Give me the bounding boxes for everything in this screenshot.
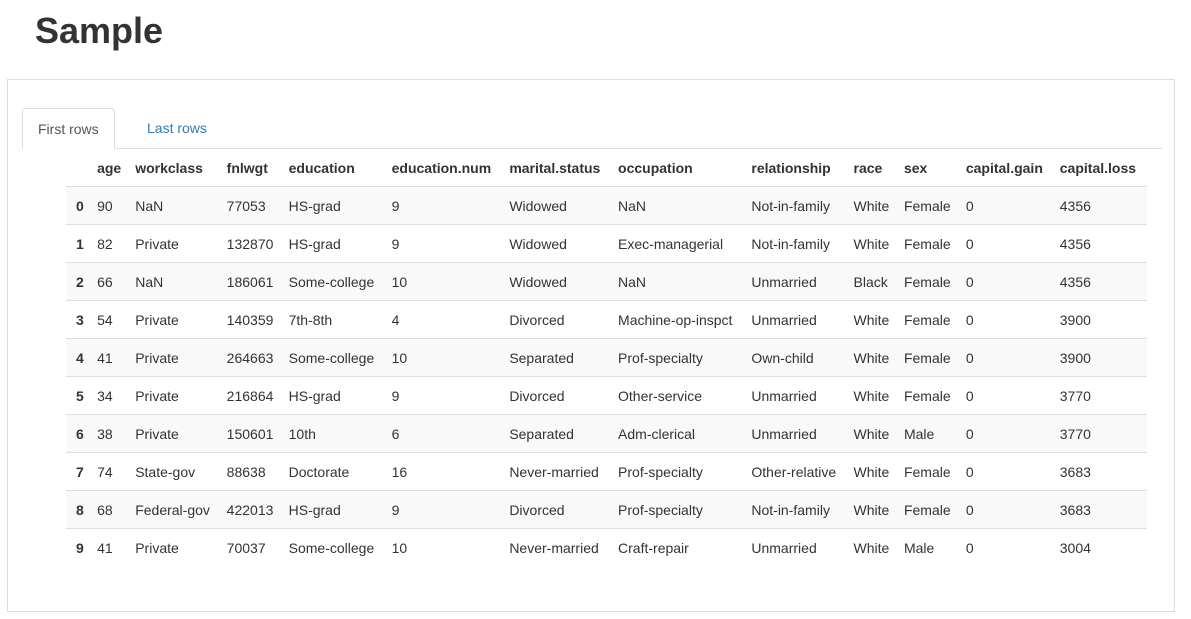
table-cell: 3900	[1054, 301, 1147, 339]
row-index: 5	[66, 377, 91, 415]
table-cell: 9	[386, 225, 504, 263]
row-index: 7	[66, 453, 91, 491]
column-header: sex	[898, 149, 960, 187]
table-cell: Separated	[503, 339, 612, 377]
dataframe-table	[66, 149, 1147, 566]
table-cell: 0	[960, 377, 1054, 415]
table-cell: Female	[898, 339, 960, 377]
column-header: relationship	[745, 149, 847, 187]
table-cell: 264663	[221, 339, 283, 377]
column-header: age	[91, 149, 129, 187]
table-cell: White	[848, 225, 898, 263]
column-header: education.num	[386, 149, 504, 187]
column-header: capital.gain	[960, 149, 1054, 187]
table-cell: Private	[129, 301, 220, 339]
table-cell: 0	[960, 415, 1054, 453]
table-cell: White	[848, 377, 898, 415]
table-cell: 422013	[221, 491, 283, 529]
table-cell: Craft-repair	[618, 539, 689, 556]
table-cell: 77053	[221, 187, 283, 225]
table-cell: 3770	[1054, 415, 1147, 453]
table-cell: Exec-managerial	[612, 225, 745, 263]
table-cell: NaN	[612, 263, 745, 301]
table-cell: Private	[129, 415, 220, 453]
table-cell: Black	[848, 263, 898, 301]
table-cell: Other-service	[612, 377, 745, 415]
table-cell: 7th-8th	[283, 301, 386, 339]
tab-first-rows[interactable]: First rows	[22, 108, 115, 149]
column-header: race	[848, 149, 898, 187]
table-cell: 4	[386, 301, 504, 339]
table-cell: White	[848, 415, 898, 453]
table-cell: Private	[129, 225, 220, 263]
table-cell: Female	[898, 377, 960, 415]
table-row	[66, 377, 1147, 415]
table-cell: Not-in-family	[745, 187, 847, 225]
table-cell: 10	[386, 339, 504, 377]
table-cell: HS-grad	[283, 225, 386, 263]
row-index: 4	[66, 339, 91, 377]
table-cell: 0	[960, 301, 1054, 339]
table-cell: White	[848, 301, 898, 339]
table-cell: Female	[898, 225, 960, 263]
table-cell: Never-married	[509, 539, 599, 556]
table-cell: 0	[960, 187, 1054, 225]
row-index: 2	[66, 263, 91, 301]
table-cell: Female	[898, 301, 960, 339]
index-header	[66, 149, 91, 187]
table-cell: 41	[91, 339, 129, 377]
table-cell: NaN	[612, 187, 745, 225]
table-cell: Machine-op-inspct	[612, 301, 745, 339]
row-index: 6	[66, 415, 91, 453]
table-cell: 0	[960, 263, 1054, 301]
table-cell: Female	[898, 187, 960, 225]
table-cell: Unmarried	[751, 539, 817, 556]
table-cell: 41	[97, 539, 113, 556]
table-cell: 70037	[226, 539, 266, 556]
table-cell: 3900	[1054, 339, 1147, 377]
table-cell: 0	[960, 491, 1054, 529]
table-cell: 10	[386, 263, 504, 301]
table-row	[66, 529, 1147, 567]
table-row	[66, 263, 1147, 301]
row-index: 3	[66, 301, 91, 339]
table-cell: Widowed	[503, 187, 612, 225]
table-cell: 4356	[1054, 263, 1147, 301]
table-cell: White	[853, 539, 890, 556]
table-cell: Female	[898, 491, 960, 529]
table-row	[66, 415, 1147, 453]
table-cell: 4356	[1054, 187, 1147, 225]
table-row	[66, 453, 1147, 491]
table-cell: Never-married	[503, 453, 612, 491]
row-index: 9	[76, 539, 84, 556]
tab-last-rows[interactable]: Last rows	[147, 120, 207, 136]
table-cell: Female	[898, 263, 960, 301]
table-cell: HS-grad	[283, 377, 386, 415]
table-cell: 186061	[221, 263, 283, 301]
table-cell: Widowed	[503, 263, 612, 301]
table-cell: White	[848, 453, 898, 491]
table-cell: Not-in-family	[745, 491, 847, 529]
table-cell: 66	[91, 263, 129, 301]
table-cell: Male	[903, 539, 935, 556]
table-cell: 10	[391, 539, 408, 556]
table-cell: 4356	[1054, 225, 1147, 263]
table-cell: Not-in-family	[745, 225, 847, 263]
column-header: fnlwgt	[221, 149, 283, 187]
table-cell: Other-relative	[745, 453, 847, 491]
column-header: marital.status	[503, 149, 612, 187]
table-cell: Prof-specialty	[612, 491, 745, 529]
table-cell: Own-child	[745, 339, 847, 377]
table-cell: Unmarried	[745, 301, 847, 339]
table-cell: 3683	[1054, 491, 1147, 529]
table-cell: 16	[386, 453, 504, 491]
table-cell: 38	[91, 415, 129, 453]
table-cell: Private	[129, 339, 220, 377]
table-cell: Unmarried	[745, 377, 847, 415]
table-cell: Widowed	[503, 225, 612, 263]
table-cell: HS-grad	[283, 491, 386, 529]
row-index: 8	[66, 491, 91, 529]
table-cell: White	[848, 339, 898, 377]
table-cell: 3770	[1054, 377, 1147, 415]
table-header-row	[66, 149, 1147, 187]
table-body	[66, 187, 1147, 567]
tab-bar	[22, 108, 1162, 149]
table-cell: 0	[960, 225, 1054, 263]
table-row	[66, 301, 1147, 339]
table-cell: Some-college	[283, 339, 386, 377]
table-cell: 68	[91, 491, 129, 529]
table-cell: Divorced	[503, 491, 612, 529]
table-cell: 90	[91, 187, 129, 225]
table-cell: Federal-gov	[129, 491, 220, 529]
table-cell: Some-college	[288, 539, 375, 556]
table-cell: White	[848, 491, 898, 529]
column-header: capital.loss	[1054, 149, 1147, 187]
sample-panel	[7, 79, 1175, 612]
table-cell: Adm-clerical	[612, 415, 745, 453]
table-cell: Divorced	[503, 377, 612, 415]
table-cell: Male	[898, 415, 960, 453]
table-cell: 3004	[1059, 539, 1091, 556]
page-title: Sample	[35, 10, 164, 51]
table-cell: 216864	[221, 377, 283, 415]
table-cell: 88638	[221, 453, 283, 491]
table-row	[66, 225, 1147, 263]
column-header: education	[283, 149, 386, 187]
table-cell: 34	[91, 377, 129, 415]
table-cell: Unmarried	[745, 263, 847, 301]
table-cell: NaN	[129, 187, 220, 225]
table-row	[66, 339, 1147, 377]
table-cell: 9	[386, 377, 504, 415]
table-cell: 9	[386, 187, 504, 225]
table-cell: 10th	[283, 415, 386, 453]
table-cell: Unmarried	[745, 415, 847, 453]
table-cell: 150601	[221, 415, 283, 453]
table-cell: 3683	[1054, 453, 1147, 491]
table-cell: Private	[129, 377, 220, 415]
row-index: 1	[66, 225, 91, 263]
table-cell: 54	[91, 301, 129, 339]
table-cell: Private	[135, 539, 179, 556]
table-row	[66, 187, 1147, 225]
column-header: workclass	[129, 149, 220, 187]
table-cell: HS-grad	[283, 187, 386, 225]
table-cell: Doctorate	[283, 453, 386, 491]
table-cell: 9	[386, 491, 504, 529]
table-cell: NaN	[129, 263, 220, 301]
table-cell: Separated	[503, 415, 612, 453]
table-cell: 0	[960, 453, 1054, 491]
table-cell: Prof-specialty	[612, 339, 745, 377]
table-cell: 74	[91, 453, 129, 491]
row-index: 0	[66, 187, 91, 225]
table-cell: Divorced	[503, 301, 612, 339]
table-cell: 140359	[221, 301, 283, 339]
table-cell: 82	[91, 225, 129, 263]
table-cell: Female	[898, 453, 960, 491]
table-cell: White	[848, 187, 898, 225]
column-header: occupation	[612, 149, 745, 187]
table-cell: 0	[960, 339, 1054, 377]
table-cell: 132870	[221, 225, 283, 263]
table-cell: 6	[386, 415, 504, 453]
table-cell: State-gov	[129, 453, 220, 491]
table-cell: Some-college	[283, 263, 386, 301]
table-cell: 0	[965, 539, 974, 556]
table-cell: Prof-specialty	[612, 453, 745, 491]
table-row	[66, 491, 1147, 529]
